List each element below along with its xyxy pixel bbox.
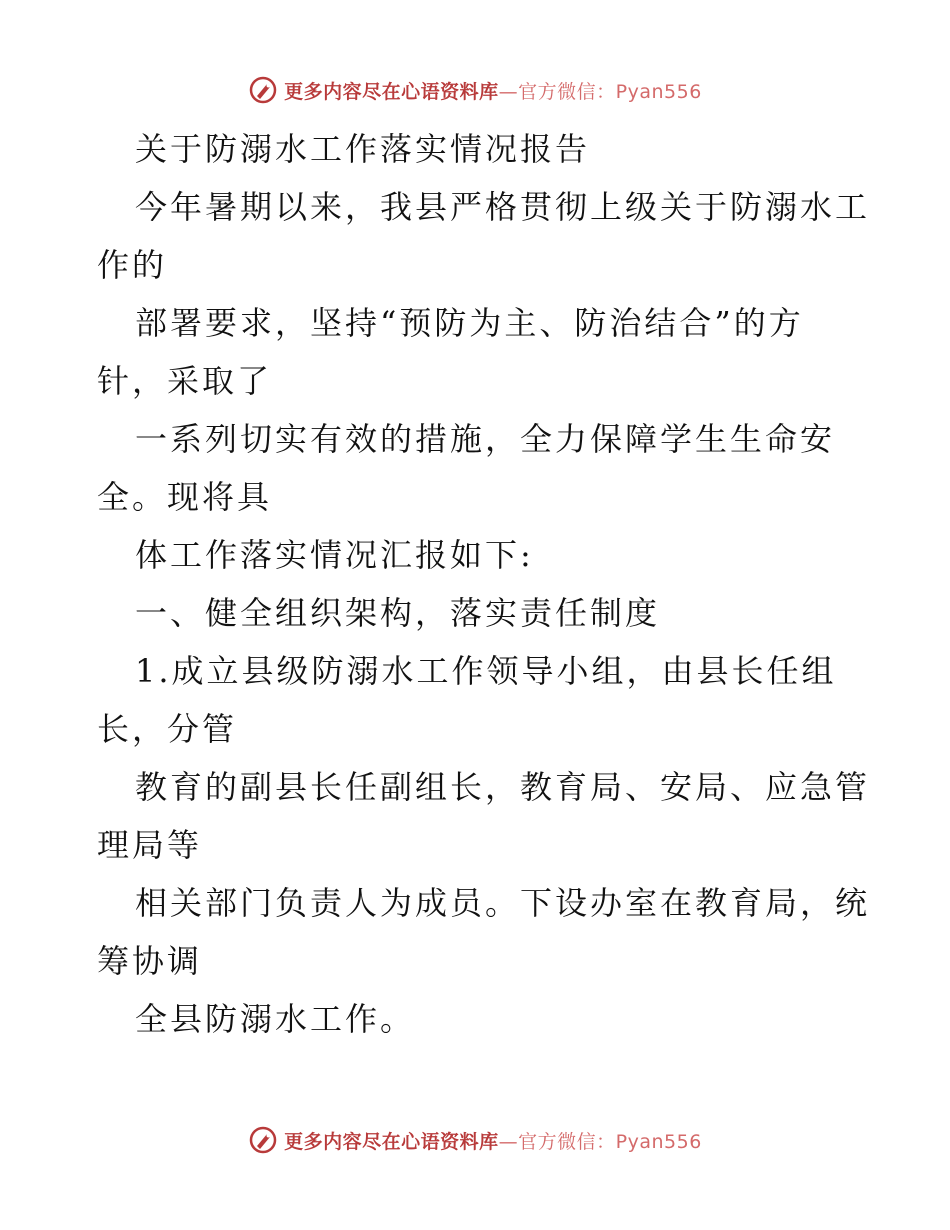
paragraph-line: 今年暑期以来，我县严格贯彻上级关于防溺水工	[135, 188, 871, 226]
paragraph-line: 1.成立县级防溺水工作领导小组，由县长任组	[135, 652, 837, 690]
footer-banner	[0, 1120, 950, 1160]
paragraph-line: 理局等	[97, 826, 203, 864]
paragraph-line: 相关部门负责人为成员。下设办室在教育局，统	[135, 884, 871, 922]
section-heading: 一、健全组织架构，落实责任制度	[135, 594, 661, 632]
document-body	[97, 120, 871, 1048]
paragraph-line: 筹协调	[97, 942, 203, 980]
banner-title: 更多内容尽在心语资料库	[284, 80, 499, 103]
pen-seal-icon	[248, 1125, 278, 1155]
paragraph-line: 针，采取了	[97, 362, 273, 400]
banner-wechat: —官方微信：Pyan556	[498, 1130, 702, 1153]
paragraph-line: 教育的副县长任副组长，教育局、安局、应急管	[135, 768, 871, 806]
paragraph-line: 体工作落实情况汇报如下:	[135, 536, 534, 574]
paragraph-line: 长，分管	[97, 710, 238, 748]
paragraph-line: 全县防溺水工作。	[135, 1000, 416, 1038]
paragraph-line: 部署要求，坚持“预防为主、防治结合”的方	[135, 304, 804, 342]
paragraph-line: 全。现将具	[97, 478, 273, 516]
paragraph-line: 一系列切实有效的措施，全力保障学生生命安	[135, 420, 836, 458]
banner-title: 更多内容尽在心语资料库	[284, 1130, 499, 1153]
header-banner	[0, 70, 950, 110]
paragraph-line: 作的	[97, 246, 168, 284]
document-title: 关于防溺水工作落实情况报告	[135, 130, 591, 168]
banner-wechat: —官方微信：Pyan556	[498, 80, 702, 103]
pen-seal-icon	[248, 75, 278, 105]
